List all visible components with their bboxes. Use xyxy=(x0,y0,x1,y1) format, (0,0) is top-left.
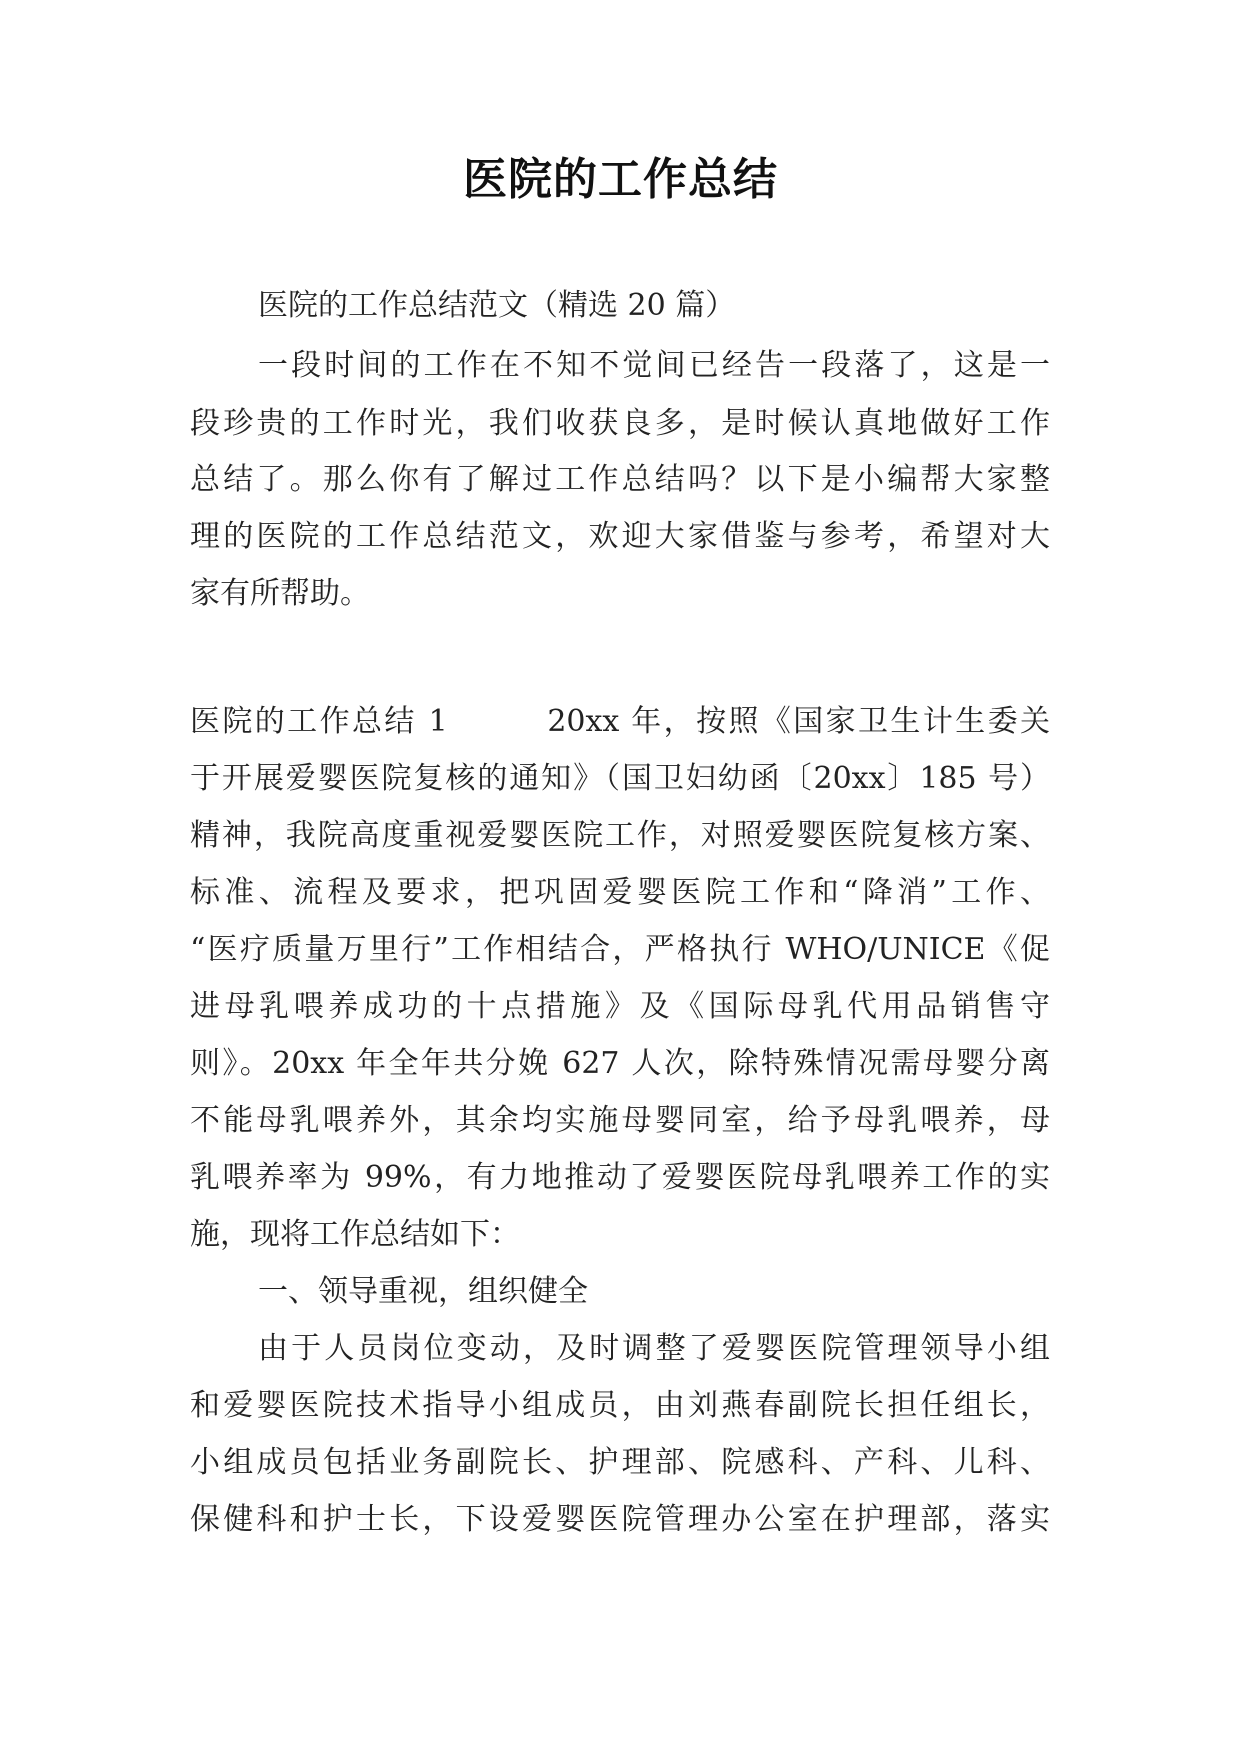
body-line: 乳喂养率为 99%，有力地推动了爱婴医院母乳喂养工作的实 xyxy=(190,1160,1050,1195)
section-line: 由于人员岗位变动，及时调整了爱婴医院管理领导小组 xyxy=(258,1331,1050,1366)
intro-line: 总结了。那么你有了解过工作总结吗？以下是小编帮大家整 xyxy=(190,462,1050,497)
intro-line: 家有所帮助。 xyxy=(190,576,370,611)
subtitle-line: 医院的工作总结范文（精选 20 篇） xyxy=(258,288,736,323)
section-heading: 一、领导重视，组织健全 xyxy=(258,1274,588,1309)
body-line: 则》。20xx 年全年共分娩 627 人次，除特殊情况需母婴分离 xyxy=(190,1046,1050,1081)
body-line: 精神，我院高度重视爱婴医院工作，对照爱婴医院复核方案、 xyxy=(190,818,1050,853)
body-line: 不能母乳喂养外，其余均实施母婴同室，给予母乳喂养，母 xyxy=(190,1103,1050,1138)
body-line: “医疗质量万里行”工作相结合，严格执行 WHO/UNICE《促 xyxy=(190,932,1050,967)
body-line: 施，现将工作总结如下： xyxy=(190,1217,520,1252)
intro-line: 一段时间的工作在不知不觉间已经告一段落了，这是一 xyxy=(258,348,1050,383)
intro-line: 理的医院的工作总结范文，欢迎大家借鉴与参考，希望对大 xyxy=(190,519,1050,554)
intro-line: 段珍贵的工作时光，我们收获良多，是时候认真地做好工作 xyxy=(190,406,1050,441)
section-line: 小组成员包括业务副院长、护理部、院感科、产科、儿科、 xyxy=(190,1445,1050,1480)
document-title: 医院的工作总结 xyxy=(463,154,778,205)
body-line: 标准、流程及要求，把巩固爱婴医院工作和“降消”工作、 xyxy=(190,875,1050,910)
section-line: 保健科和护士长，下设爱婴医院管理办公室在护理部，落实 xyxy=(190,1502,1050,1537)
body-line: 医院的工作总结 1 20xx 年，按照《国家卫生计生委关 xyxy=(190,704,1050,739)
body-line: 进母乳喂养成功的十点措施》及《国际母乳代用品销售守 xyxy=(190,989,1050,1024)
section-line: 和爱婴医院技术指导小组成员，由刘燕春副院长担任组长， xyxy=(190,1388,1050,1423)
body-line: 于开展爱婴医院复核的通知》（国卫妇幼函〔20xx〕185 号） xyxy=(190,761,1050,796)
